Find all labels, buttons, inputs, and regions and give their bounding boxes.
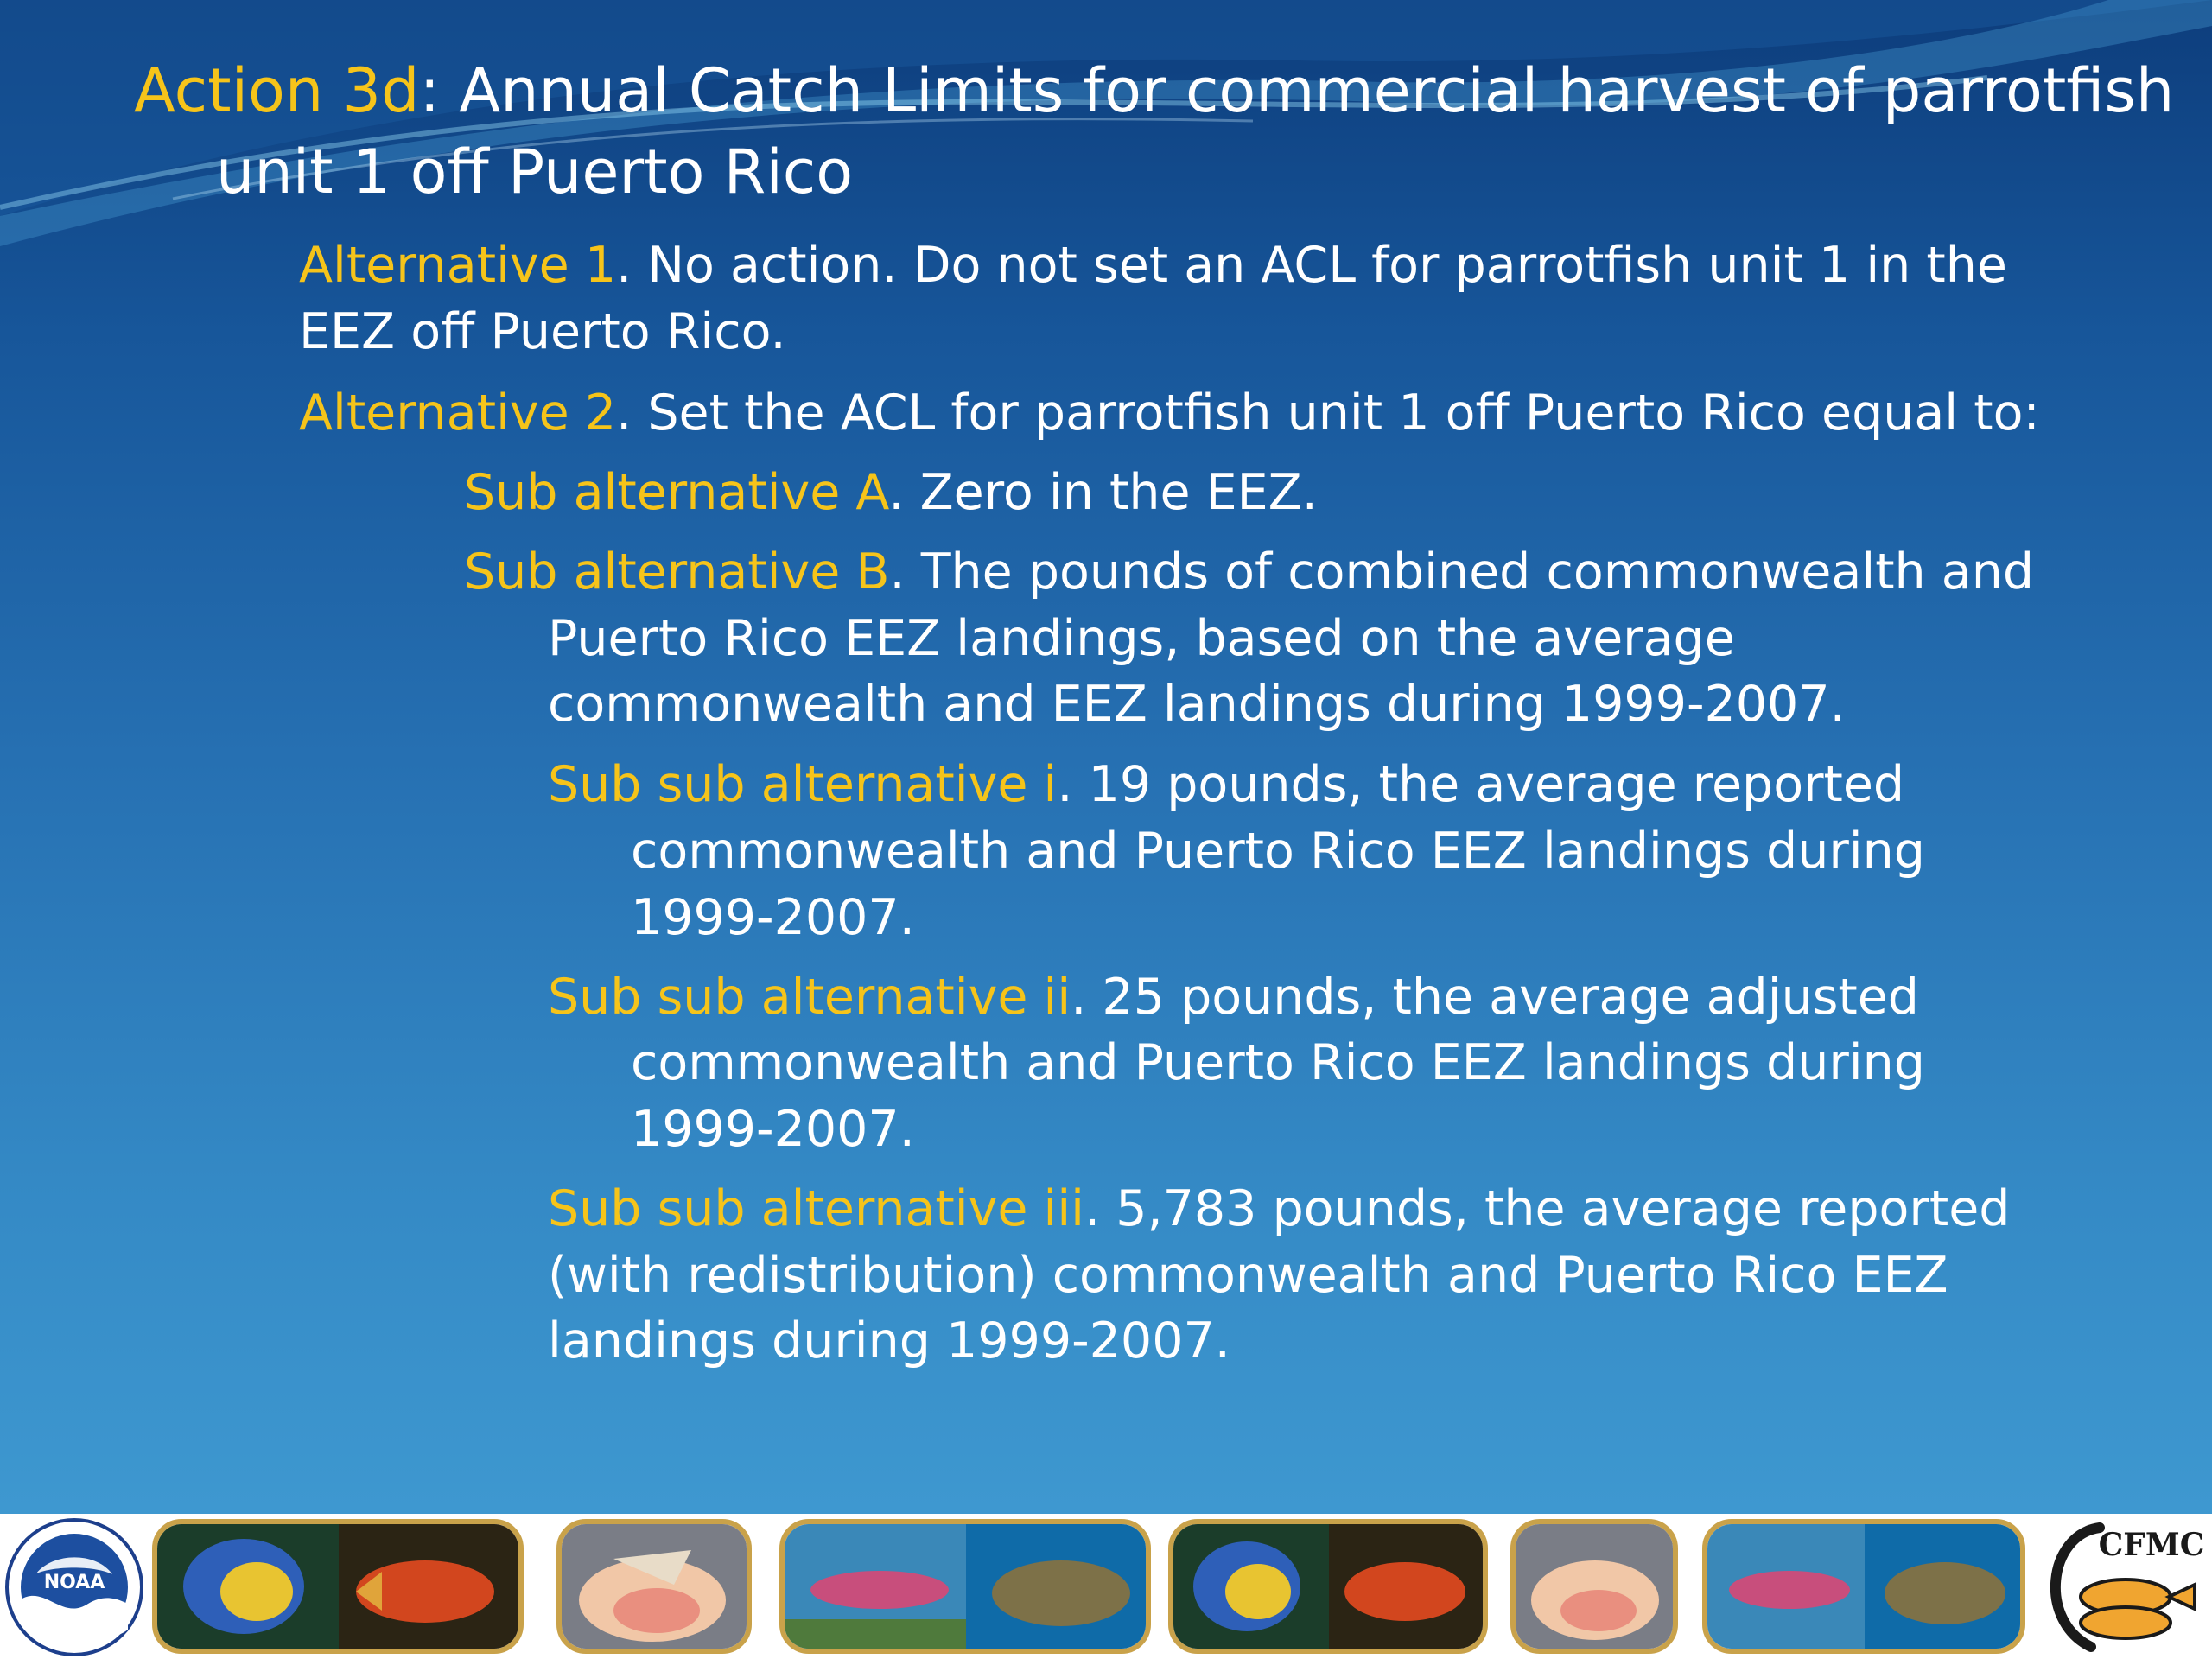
- alternative-2-label: Alternative 2: [299, 385, 617, 442]
- title-text: : Annual Catch Limits for commercial harvest of parrotfish: [419, 55, 2175, 126]
- reef-photos-icon: [785, 1524, 1146, 1649]
- photo-tile-angelfish-squirrelfish-2: [1168, 1519, 1488, 1654]
- sub-sub-alternative-i-label: Sub sub alternative i: [548, 756, 1058, 813]
- slide-title-line-1: [134, 55, 2175, 126]
- sub-alternative-b-label: Sub alternative B: [464, 543, 890, 601]
- alternative-1-label: Alternative 1: [299, 237, 617, 294]
- alternative-1-line-1: [299, 237, 2007, 294]
- sub-sub-alternative-i-text: . 19 pounds, the average reported: [1057, 756, 1905, 813]
- fish-photos-icon: [157, 1524, 518, 1649]
- alternative-2-line-1: [299, 385, 2040, 442]
- conch-photo-icon-2: [1516, 1524, 1673, 1649]
- photo-tile-conch-2: [1510, 1519, 1678, 1654]
- sub-sub-alternative-iii-label: Sub sub alternative iii: [548, 1180, 1085, 1237]
- noaa-logo: [2, 1517, 147, 1657]
- sub-sub-alternative-ii-line-2: commonwealth and Puerto Rico EEZ landings during: [631, 1034, 1925, 1091]
- photo-tile-wrasse-grouper: [779, 1519, 1151, 1654]
- sub-alternative-a-label: Sub alternative A: [464, 464, 889, 521]
- sub-sub-alternative-i-line-2: commonwealth and Puerto Rico EEZ landings during: [631, 823, 1925, 880]
- cfmc-logo-text: CFMC: [2098, 1527, 2205, 1563]
- sub-sub-alternative-i-line-1: [548, 756, 1905, 813]
- sub-sub-alternative-iii-line-2: (with redistribution) commonwealth and Puerto Rico EEZ: [548, 1247, 1948, 1304]
- photo-tile-conch: [556, 1519, 752, 1654]
- reef-photos-icon-2: [1707, 1524, 2020, 1649]
- photo-tile-wrasse-grouper-2: [1702, 1519, 2025, 1654]
- sub-sub-alternative-ii-text: . 25 pounds, the average adjusted: [1071, 969, 1919, 1026]
- sub-alternative-b-text: . The pounds of combined commonwealth and: [889, 543, 2035, 601]
- sub-sub-alternative-ii-line-1: [548, 969, 1919, 1026]
- alternative-1-text: . No action. Do not set an ACL for parrotfish unit 1 in the: [616, 237, 2007, 294]
- sub-sub-alternative-iii-line-3: landings during 1999-2007.: [548, 1313, 1230, 1370]
- alternative-2-text: . Set the ACL for parrotfish unit 1 off Puerto Rico equal to:: [616, 385, 2040, 442]
- sub-alternative-a-line-1: [464, 464, 1318, 521]
- noaa-logo-text: NOAA: [43, 1572, 105, 1593]
- slide-title-line-2: unit 1 off Puerto Rico: [216, 137, 854, 207]
- fish-photos-icon-2: [1173, 1524, 1483, 1649]
- sub-sub-alternative-iii-text: . 5,783 pounds, the average reported: [1084, 1180, 2011, 1237]
- conch-photo-icon: [562, 1524, 747, 1649]
- sub-sub-alternative-ii-line-3: 1999-2007.: [631, 1101, 915, 1158]
- sub-sub-alternative-i-line-3: 1999-2007.: [631, 889, 915, 946]
- sub-alternative-a-text: . Zero in the EEZ.: [888, 464, 1318, 521]
- sub-alternative-b-line-3: commonwealth and EEZ landings during 1999-2007.: [548, 676, 1846, 733]
- sub-sub-alternative-ii-label: Sub sub alternative ii: [548, 969, 1071, 1026]
- photo-tile-angelfish-squirrelfish: [152, 1519, 524, 1654]
- action-label: Action 3d: [134, 55, 420, 126]
- sub-sub-alternative-iii-line-1: [548, 1180, 2011, 1237]
- alternative-1-line-2: EEZ off Puerto Rico.: [299, 303, 786, 360]
- sub-alternative-b-line-2: Puerto Rico EEZ landings, based on the average: [548, 610, 1735, 667]
- sub-alternative-b-line-1: [464, 543, 2035, 601]
- cfmc-logo: [2031, 1517, 2209, 1657]
